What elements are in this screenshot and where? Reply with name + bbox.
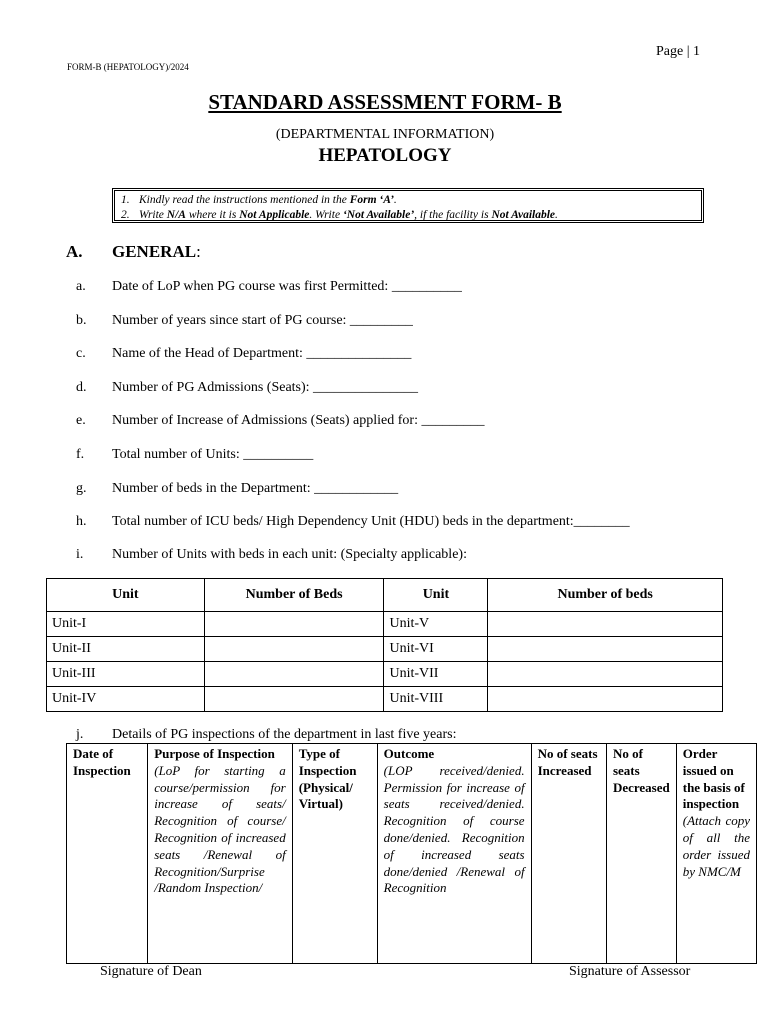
department-title: HEPATOLOGY: [318, 145, 452, 166]
table-row: [47, 687, 723, 712]
section-heading: A. GENERAL:: [66, 242, 201, 261]
unit-name: Unit-V: [384, 612, 488, 637]
beds-cell[interactable]: [488, 662, 723, 687]
table-header-row: [67, 744, 757, 964]
form-code: FORM-B (HEPATOLOGY)/2024: [67, 62, 189, 72]
instruction-line-1: 1. Kindly read the instructions mentioned in the Form ‘A’.: [121, 194, 397, 206]
units-beds-table: [46, 578, 723, 712]
beds-cell[interactable]: [204, 637, 384, 662]
signature-dean: Signature of Dean: [100, 964, 202, 979]
header-number-of-beds: Number of beds: [488, 579, 723, 612]
header-seats-decreased: No of seats Decreased: [606, 744, 676, 964]
unit-name: Unit-I: [47, 612, 205, 637]
unit-name: Unit-IV: [47, 687, 205, 712]
question-e: e. Number of Increase of Admissions (Seats) applied for: _________: [76, 413, 485, 428]
header-type-of-inspection: Type of Inspection (Physical/ Virtual): [292, 744, 377, 964]
header-number-of-beds: Number of Beds: [204, 579, 384, 612]
table-header-row: [47, 579, 723, 612]
unit-name: Unit-VII: [384, 662, 488, 687]
form-title: STANDARD ASSESSMENT FORM- B: [208, 90, 562, 114]
question-h: h. Total number of ICU beds/ High Dependency Unit (HDU) beds in the department:________: [76, 514, 630, 529]
unit-name: Unit-III: [47, 662, 205, 687]
page-number: Page | 1: [656, 44, 701, 59]
instructions-box: [112, 188, 704, 223]
beds-cell[interactable]: [488, 687, 723, 712]
beds-cell[interactable]: [488, 612, 723, 637]
inspection-details-table: [66, 743, 757, 964]
question-c: c. Name of the Head of Department: _______________: [76, 346, 412, 361]
table-row: [47, 662, 723, 687]
table-row: [47, 637, 723, 662]
unit-name: Unit-II: [47, 637, 205, 662]
table-row: [47, 612, 723, 637]
beds-cell[interactable]: [488, 637, 723, 662]
unit-name: Unit-VIII: [384, 687, 488, 712]
header-order-issued: Order issued on the basis of inspection (Attach copy of all the order issued by NMC/M: [676, 744, 756, 964]
question-i: i. Number of Units with beds in each unit: (Specialty applicable):: [76, 547, 467, 562]
question-g: g. Number of beds in the Department: ____________: [76, 481, 399, 496]
question-a: a. Date of LoP when PG course was first Permitted: __________: [76, 279, 462, 294]
header-purpose-of-inspection: Purpose of Inspection (LoP for starting a course/permission for increase of seats/ Recognition of course/ Recognition of increased seats /Renewal of Recognition/Surprise /Random Inspection/: [148, 744, 292, 964]
header-seats-increased: No of seats Increased: [531, 744, 606, 964]
beds-cell[interactable]: [204, 687, 384, 712]
instruction-line-2: 2. Write N/A where it is Not Applicable. Write ‘Not Available’, if the facility is Not Available.: [121, 209, 558, 221]
question-b: b. Number of years since start of PG course: _________: [76, 313, 413, 328]
question-j: j. Details of PG inspections of the department in last five years:: [76, 727, 457, 742]
header-unit: Unit: [384, 579, 488, 612]
beds-cell[interactable]: [204, 662, 384, 687]
unit-name: Unit-VI: [384, 637, 488, 662]
question-f: f. Total number of Units: __________: [76, 447, 314, 462]
header-unit: Unit: [47, 579, 205, 612]
beds-cell[interactable]: [204, 612, 384, 637]
header-date-of-inspection: Date of Inspection: [67, 744, 148, 964]
question-d: d. Number of PG Admissions (Seats): _______________: [76, 380, 419, 395]
header-outcome: Outcome (LOP received/denied. Permission for increase of seats received/denied. Recognition of course done/denied. Recognition of increased seats done/denied /Renewal of Recognition: [377, 744, 531, 964]
form-subtitle: (DEPARTMENTAL INFORMATION): [275, 127, 495, 142]
signature-assessor: Signature of Assessor: [569, 964, 691, 979]
